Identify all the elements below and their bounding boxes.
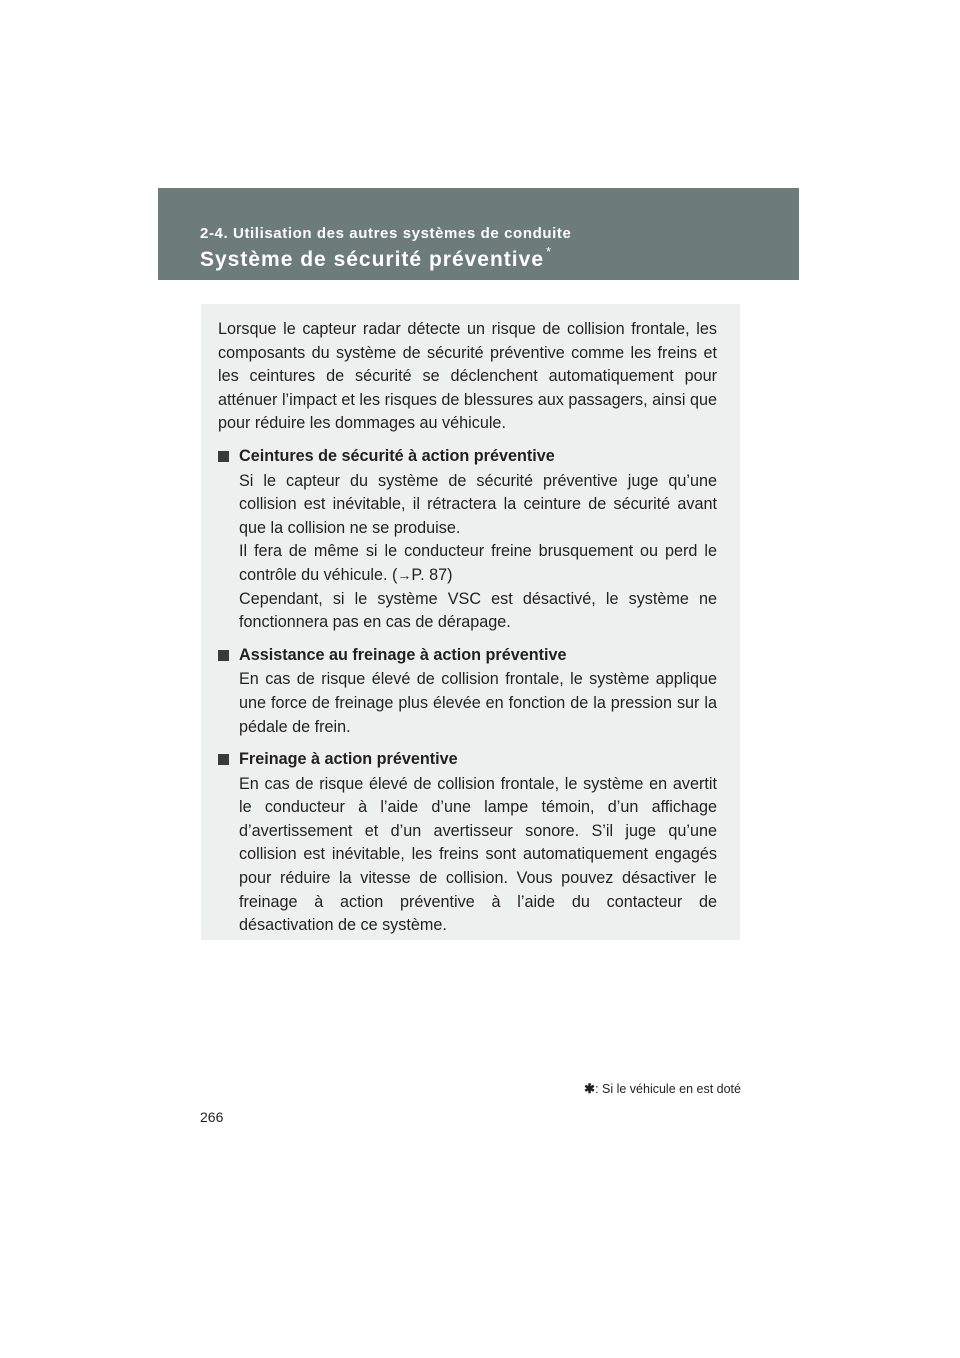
item-paragraph: En cas de risque élevé de collision frontale, le système applique une force de freinage plus élevée en fonction de la pression sur la pédale de frein. xyxy=(239,670,717,736)
item-heading-text: Freinage à action préventive xyxy=(239,750,458,769)
item-preventive-seatbelts xyxy=(218,445,717,635)
item-heading-text: Ceintures de sécurité à action préventive xyxy=(239,446,555,465)
square-bullet-icon xyxy=(218,451,229,462)
footnote xyxy=(584,1081,741,1097)
page-number: 266 xyxy=(200,1109,224,1125)
reference-text: Il fera de même si le conducteur freine brusquement ou perd le contrôle du véhicule. ( xyxy=(239,542,717,584)
page-title xyxy=(200,246,552,272)
item-preventive-braking xyxy=(218,748,717,938)
item-heading-text: Assistance au freinage à action préventive xyxy=(239,645,567,664)
intro-paragraph: Lorsque le capteur radar détecte un risque de collision frontale, les composants du système de sécurité préventive comme les freins et les ceintures de sécurité se déclenchent automatiquement pour atténuer l’impact et les risques de blessures aux passagers, ainsi que pour réduire les dommages au véhicule. xyxy=(218,320,717,433)
page-title-text: Système de sécurité préventive xyxy=(200,248,544,271)
square-bullet-icon xyxy=(218,754,229,765)
item-body xyxy=(218,773,717,938)
section-label: 2-4. Utilisation des autres systèmes de conduite xyxy=(200,225,572,242)
item-paragraph: En cas de risque élevé de collision frontale, le système en avertit le conducteur à l’aide d’une lampe témoin, d’un affichage d’avertissement et d’un avertisseur sonore. S’il juge qu’une collision est inévitable, les freins sont automatiquement engagés pour réduire la vitesse de collision. Vous pouvez désactiver le freinage à action préventive à l’aide du contacteur de désactivation de ce système. xyxy=(239,774,717,935)
item-preventive-brake-assist xyxy=(218,644,717,739)
asterisk-icon: ✱ xyxy=(584,1081,596,1096)
square-bullet-icon xyxy=(218,650,229,661)
item-paragraph: Si le capteur du système de sécurité préventive juge qu’une collision est inévitable, il rétractera la ceinture de sécurité avant que la collision ne se produise. xyxy=(239,471,717,537)
item-paragraph-reference xyxy=(239,540,717,587)
page-reference-link[interactable]: P. 87) xyxy=(411,565,453,584)
optional-equipment-mark: * xyxy=(546,244,553,259)
item-heading xyxy=(218,748,717,772)
item-paragraph: Cependant, si le système VSC est désactivé, le système ne fonctionnera pas en cas de dérapage. xyxy=(239,589,717,632)
item-body xyxy=(218,668,717,739)
item-heading xyxy=(218,644,717,668)
item-heading xyxy=(218,445,717,469)
footnote-text: : Si le véhicule en est doté xyxy=(595,1082,741,1096)
arrow-right-icon: → xyxy=(397,566,412,583)
content-box xyxy=(201,304,740,940)
chapter-header xyxy=(158,188,799,280)
item-body xyxy=(218,470,717,635)
